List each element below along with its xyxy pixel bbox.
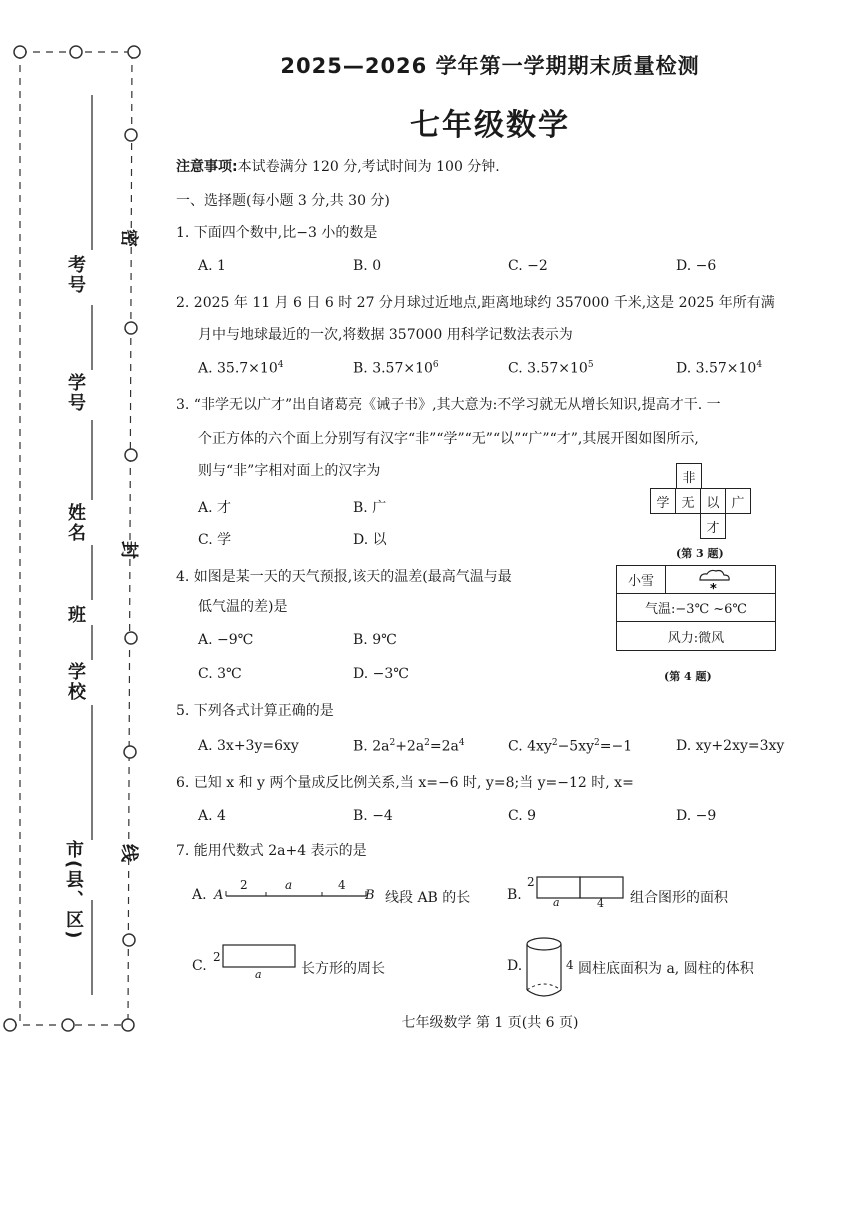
notice bbox=[176, 156, 500, 176]
net-cell-row-3: 以 bbox=[700, 488, 726, 514]
snow-cloud-icon bbox=[666, 566, 766, 594]
q2-stem-line1: 2. 2025 年 11 月 6 日 6 时 27 分月球过近地点,距离地球约 357000 千米,这是 2025 年所有满 bbox=[176, 295, 775, 311]
q2-d-base: D. 3.57×10 bbox=[676, 360, 757, 377]
q7-seg-label-a: a bbox=[285, 878, 293, 892]
q4-option-b: B. 9℃ bbox=[353, 632, 397, 648]
q5-c-exp: 2 bbox=[551, 738, 558, 748]
q5-c-part: =−1 bbox=[599, 738, 633, 755]
q7-composite-figure bbox=[536, 876, 626, 900]
q7-seg-label-4: 4 bbox=[338, 878, 346, 892]
q7-stem: 7. 能用代数式 2a+4 表示的是 bbox=[176, 843, 367, 859]
q7-option-a-label: A. bbox=[192, 887, 207, 903]
q7-option-b-text: 组合图形的面积 bbox=[630, 890, 728, 906]
q6-option-c: C. 9 bbox=[508, 808, 537, 824]
q5-b-part: B. 2a bbox=[353, 738, 390, 755]
q1-option-b: B. 0 bbox=[353, 258, 382, 274]
binding-margin bbox=[0, 0, 150, 1040]
q7-segment-figure bbox=[212, 876, 380, 906]
q7-option-b-label: B. bbox=[507, 887, 522, 903]
q1-option-a: A. 1 bbox=[198, 258, 226, 274]
q3-option-a: A. 才 bbox=[198, 500, 232, 516]
field-name: 姓名 bbox=[65, 503, 86, 543]
page-footer: 七年级数学 第 1 页(共 6 页) bbox=[401, 1015, 579, 1031]
q5-stem: 5. 下列各式计算正确的是 bbox=[176, 703, 334, 719]
q6-option-a: A. 4 bbox=[198, 808, 226, 824]
weather-wind: 风力:微风 bbox=[667, 630, 725, 646]
q1-stem: 1. 下面四个数中,比−3 小的数是 bbox=[176, 225, 378, 241]
q7-b-dim-4: 4 bbox=[597, 897, 604, 910]
q4-option-c: C. 3℃ bbox=[198, 666, 242, 682]
net-cell-top: 非 bbox=[676, 463, 702, 489]
q5-c-part: −5xy bbox=[557, 738, 595, 755]
q5-b-part: +2a bbox=[395, 738, 425, 755]
q4-caption: (第 4 题) bbox=[664, 670, 712, 683]
svg-text:*: * bbox=[710, 581, 717, 594]
q4-stem-line2: 低气温的差)是 bbox=[198, 599, 288, 615]
net-cell-row-4: 广 bbox=[725, 488, 751, 514]
exam-title: 2025—2026 学年第一学期期末质量检测 bbox=[280, 54, 700, 78]
q2-a-exp: 4 bbox=[277, 360, 284, 370]
q7-c-dim-a: a bbox=[255, 968, 262, 981]
field-city: 市(县、区) bbox=[63, 840, 84, 941]
q5-option-c bbox=[508, 738, 632, 755]
q3-option-b: B. 广 bbox=[353, 500, 387, 516]
q7-option-d-text: 圆柱底面积为 a, 圆柱的体积 bbox=[578, 961, 754, 977]
q3-stem-line1: 3. “非学无以广才”出自诸葛亮《诫子书》,其大意为:不学习就无从增长知识,提高才干. 一 bbox=[176, 397, 721, 413]
field-exam-id: 考号 bbox=[65, 255, 86, 295]
q5-c-exp: 2 bbox=[594, 738, 600, 748]
q2-option-d bbox=[676, 360, 762, 377]
net-cell-row-2: 无 bbox=[675, 488, 701, 514]
q3-stem-line2: 个正方体的六个面上分别写有汉字“非”“学”“无”“以”“广”“才”,其展开图如图所示, bbox=[198, 431, 699, 447]
q2-d-exp: 4 bbox=[756, 360, 763, 370]
q2-option-a bbox=[198, 360, 283, 377]
net-cell-row-1: 学 bbox=[650, 488, 676, 514]
q7-seg-label-2: 2 bbox=[240, 878, 248, 892]
q5-b-part: =2a bbox=[429, 738, 459, 755]
q7-point-a: A bbox=[214, 888, 224, 903]
field-school: 学校 bbox=[65, 662, 86, 702]
q4-stem-line1: 4. 如图是某一天的天气预报,该天的温差(最高气温与最 bbox=[176, 569, 512, 585]
q7-b-dim-2: 2 bbox=[527, 875, 535, 889]
q2-b-exp: 6 bbox=[432, 360, 439, 370]
q5-b-exp: 2 bbox=[424, 738, 430, 748]
field-class: 班 bbox=[65, 605, 86, 625]
q7-d-dim-4: 4 bbox=[566, 958, 574, 972]
q3-option-c: C. 学 bbox=[198, 532, 232, 548]
q5-b-exp: 4 bbox=[458, 738, 465, 748]
q7-b-dim-a: a bbox=[553, 896, 560, 909]
field-student-id: 学号 bbox=[65, 373, 86, 413]
q7-option-d-label: D. bbox=[507, 958, 523, 974]
q5-c-part: C. 4xy bbox=[508, 738, 552, 755]
q3-option-d: D. 以 bbox=[353, 532, 387, 548]
q1-option-c: C. −2 bbox=[508, 258, 548, 274]
q7-option-c-text: 长方形的周长 bbox=[301, 961, 385, 977]
q2-option-b bbox=[353, 360, 439, 377]
q7-c-dim-2: 2 bbox=[213, 950, 221, 964]
notice-label: 注意事项: bbox=[176, 159, 238, 175]
q4-option-a: A. −9℃ bbox=[198, 632, 254, 648]
q2-b-base: B. 3.57×10 bbox=[353, 360, 433, 377]
q2-a-base: A. 35.7×10 bbox=[198, 360, 278, 377]
q5-option-a: A. 3x+3y=6xy bbox=[198, 738, 299, 754]
q7-option-a-text: 线段 AB 的长 bbox=[385, 890, 471, 906]
q5-b-exp: 2 bbox=[389, 738, 396, 748]
q6-option-d: D. −9 bbox=[676, 808, 717, 824]
q7-cylinder-figure bbox=[523, 935, 567, 1001]
weather-temp: 气温:−3℃ ~6℃ bbox=[617, 594, 775, 622]
cut-mark-close: 封 bbox=[118, 541, 139, 559]
subject-title: 七年级数学 bbox=[410, 108, 570, 143]
q2-stem-line2: 月中与地球最近的一次,将数据 357000 用科学记数法表示为 bbox=[198, 327, 573, 343]
weather-condition-row bbox=[617, 566, 775, 594]
section-title: 一、选择题(每小题 3 分,共 30 分) bbox=[176, 193, 390, 209]
q7-point-b: B bbox=[365, 888, 375, 903]
cut-mark-seal: 密 bbox=[118, 229, 139, 247]
q5-option-b bbox=[353, 738, 465, 755]
q7-rectangle-figure bbox=[222, 944, 298, 970]
weather-card bbox=[616, 565, 776, 651]
q2-c-base: C. 3.57×10 bbox=[508, 360, 588, 377]
cut-mark-line: 线 bbox=[118, 844, 139, 862]
q5-option-d: D. xy+2xy=3xy bbox=[676, 738, 785, 754]
q7-option-c-label: C. bbox=[192, 958, 207, 974]
q6-stem: 6. 已知 x 和 y 两个量成反比例关系,当 x=−6 时, y=8;当 y=−12 时, x= bbox=[176, 775, 634, 791]
net-cell-bottom: 才 bbox=[700, 513, 726, 539]
q3-caption: (第 3 题) bbox=[676, 547, 724, 560]
weather-condition: 小雪 bbox=[617, 566, 666, 593]
q3-stem-line3: 则与“非”字相对面上的汉字为 bbox=[198, 463, 381, 479]
notice-text: 本试卷满分 120 分,考试时间为 100 分钟. bbox=[237, 159, 500, 175]
q2-c-exp: 5 bbox=[587, 360, 594, 370]
q6-option-b: B. −4 bbox=[353, 808, 393, 824]
q4-option-d: D. −3℃ bbox=[353, 666, 409, 682]
q1-option-d: D. −6 bbox=[676, 258, 717, 274]
q2-option-c bbox=[508, 360, 594, 377]
